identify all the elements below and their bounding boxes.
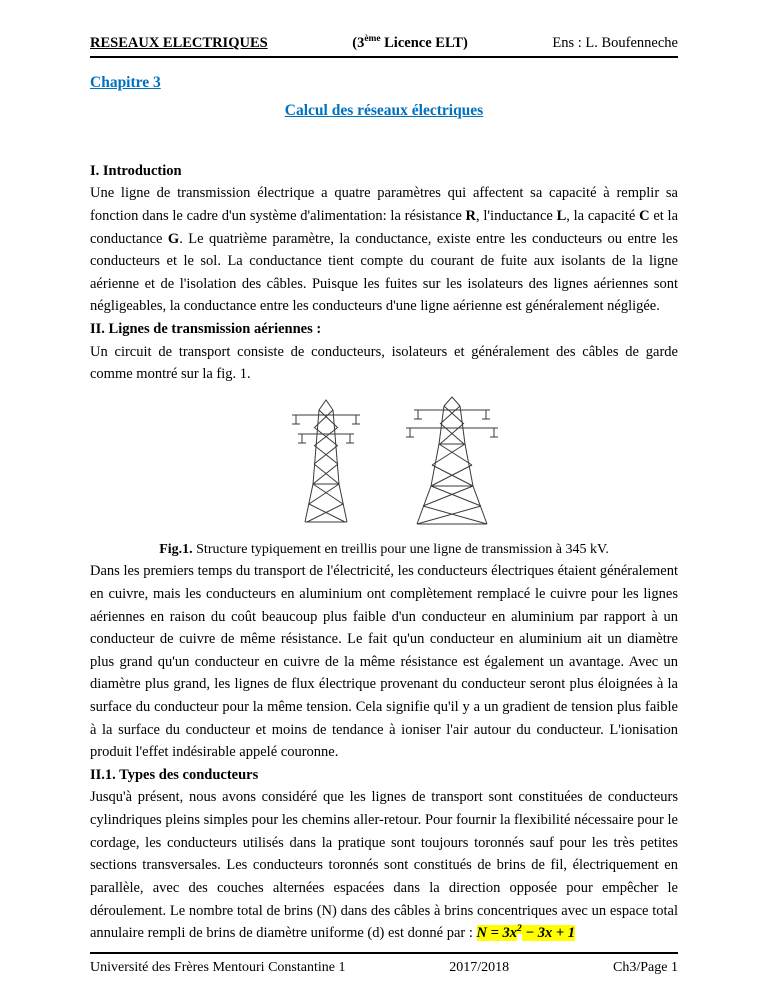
footer-academic-year: 2017/2018: [449, 960, 510, 975]
paragraph-conducteurs-cuivre-aluminium: Dans les premiers temps du transport de l'électricité, les conducteurs électriques étaient généralement en cuivre, mais les conducteurs en aluminium ont complètement remplacé le cuivre pour les lignes aériennes en raison du coût beaucoup plus faible d'un conducteur en aluminium par rapport à un conducteur de cuivre de même résistance. Le fait qu'un conducteur en aluminium ait un diamètre plus grand qu'un conducteur en cuivre de la même résistance est également un avantage. Avec un diamètre plus grand, les lignes de flux électrique provenant du conducteur seront plus éloignées à la surface du conducteur pour la même tension. Cela signifie qu'il y a un gradient de tension plus faible à la surface du conducteur et moins de tendance à ioniser l'air autour du conducteur. L'ionisation produit l'effet indésirable appelé couronne.: [90, 563, 678, 761]
paragraph-circuit-transport: Un circuit de transport consiste de conducteurs, isolateurs et généralement des câbles de garde comme montré sur la fig. 1.: [90, 343, 678, 383]
section-heading-types-conducteurs: II.1. Types des conducteurs: [90, 766, 259, 783]
page-header: [90, 34, 678, 58]
page-footer: [90, 952, 678, 976]
transmission-towers-drawing-icon: [259, 394, 509, 529]
header-level-post: Licence ELT): [380, 34, 468, 51]
header-level-sup: ème: [364, 34, 381, 44]
document-body: [90, 160, 678, 945]
chapter-heading: Chapitre 3: [90, 73, 161, 91]
header-teacher-name: Ens : L. Boufenneche: [552, 34, 678, 51]
document-title: Calcul des réseaux électriques: [284, 101, 484, 119]
figure-transmission-towers: [90, 394, 678, 537]
footer-page-number: Ch3/Page 1: [613, 960, 678, 975]
section-heading-lignes-aeriennes: II. Lignes de transmission aériennes :: [90, 321, 322, 338]
header-course-title: RESEAUX ELECTRIQUES: [90, 34, 268, 51]
header-level-pre: (3: [352, 34, 365, 51]
paragraph-introduction: Une ligne de transmission électrique a quatre paramètres qui affectent sa capacité à remplir sa fonction dans le cadre d'un système d'alimentation: la résistance R, l'inductance L, la capacité C et la conductance G. Le quatrième paramètre, la conductance, existe entre les conducteurs ou entre les conducteurs et le sol. La conductance tient compte du courant de fuite aux isolants de la ligne aérienne et de l'isolation des câbles. Puisque les fuites sur les isolateurs des lignes aériennes sont négligeables, la conductance entre les conducteurs d'une ligne aérienne est généralement négligée.: [90, 185, 678, 315]
header-license-level: [352, 34, 468, 52]
footer-university: Université des Frères Mentouri Constantine 1: [90, 960, 346, 975]
section-heading-introduction: I. Introduction: [90, 162, 182, 179]
figure-caption: Fig.1. Structure typiquement en treillis pour une ligne de transmission à 345 kV.: [159, 541, 609, 557]
paragraph-types-conducteurs: Jusqu'à présent, nous avons considéré que les lignes de transport sont constituées de conducteurs cylindriques pleins simples pour les chemins aller-retour. Pour fournir la flexibilité nécessaire pour le cordage, les conducteurs utilisés dans la pratique sont toujours toronnés sauf pour les très petites sections transversales. Les conducteurs toronnés sont constitués de brins de fil, électriquement en parallèle, avec des couches alternées espacées dans la direction opposée pour empêcher le déroulement. Le nombre total de brins (N) dans des câbles à brins concentriques avec un espace total annulaire rempli de brins de diamètre uniforme (d) est donné par : $N = 3x^2 - 3x + 1$: [90, 789, 678, 942]
